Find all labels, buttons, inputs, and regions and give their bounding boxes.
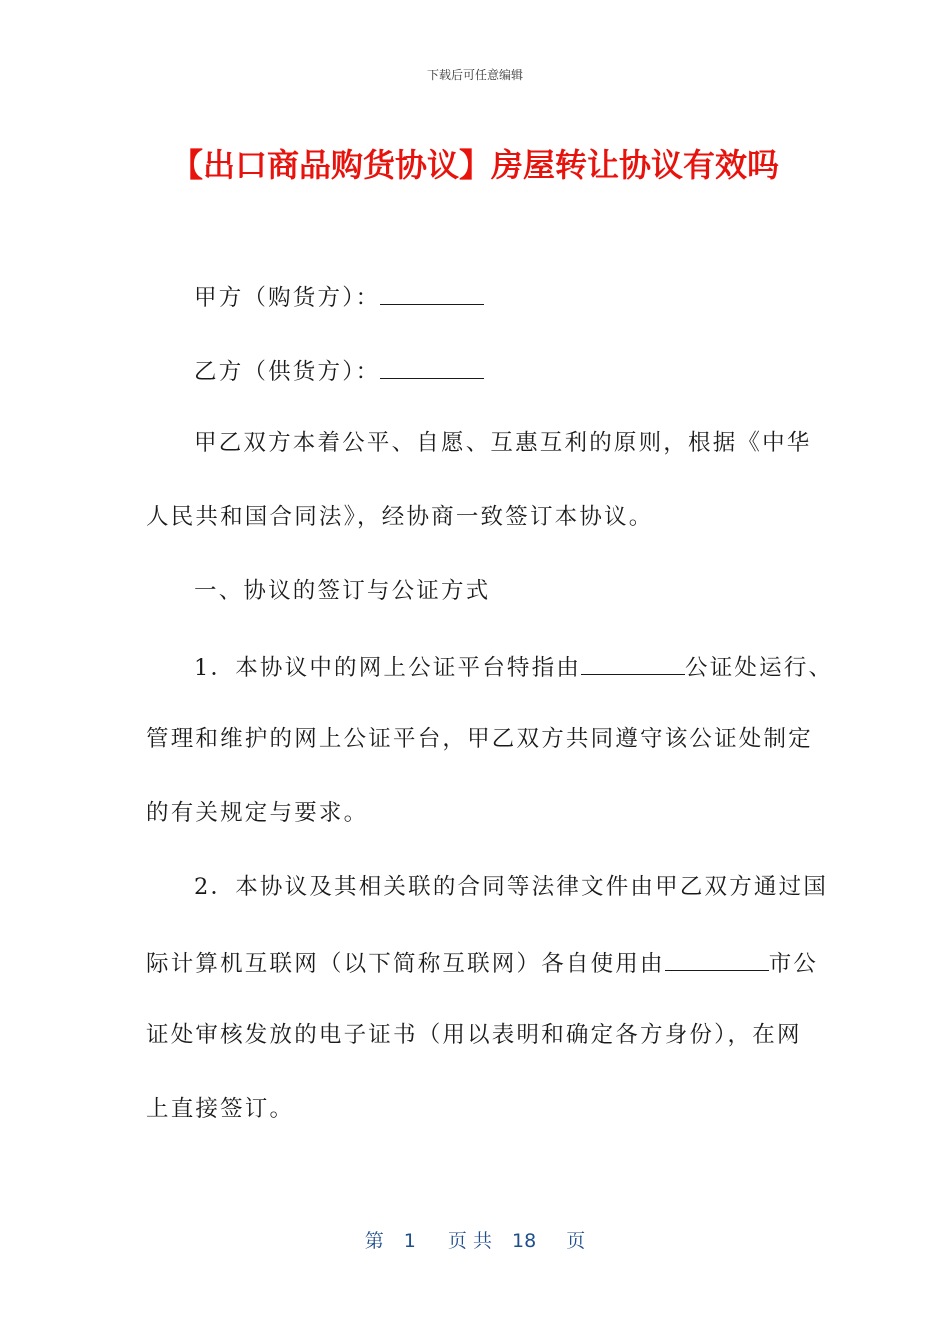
party-a-line: [146, 270, 808, 344]
item2-line-2: [146, 936, 819, 1010]
footer-total-pages: 18: [512, 1230, 537, 1252]
item2-line-1: 2．本协议及其相关联的合同等法律文件由甲乙双方通过国: [194, 874, 829, 900]
item1-line-3: 的有关规定与要求。: [146, 800, 369, 826]
item1-line-2: 管理和维护的网上公证平台，甲乙双方共同遵守该公证处制定: [146, 726, 813, 752]
footer-suffix: 页: [566, 1230, 586, 1252]
item2-line-4: 上直接签订。: [146, 1096, 295, 1122]
document-body: [146, 270, 834, 1158]
item1-text-a: 1．本协议中的网上公证平台特指由: [194, 655, 582, 681]
party-b-line: [146, 344, 808, 418]
page-footer: [0, 1226, 950, 1253]
header-note: 下载后可任意编辑: [426, 68, 523, 82]
item2-blank: [665, 936, 769, 971]
item2-text-a: 际计算机互联网（以下简称互联网）各自使用由: [146, 951, 665, 977]
party-a-blank: [380, 270, 484, 305]
item1-text-b: 公证处运行、: [685, 655, 834, 681]
intro-line-2: 人民共和国合同法》，经协商一致签订本协议。: [146, 504, 654, 530]
item1-blank: [581, 640, 685, 675]
section1-heading: 一、协议的签订与公证方式: [194, 578, 491, 604]
party-b-blank: [380, 344, 484, 379]
footer-mid: 页 共: [447, 1230, 492, 1252]
party-a-label: 甲方（购货方）：: [194, 285, 381, 311]
item1-line-1: [146, 640, 834, 714]
item2-line-3: 证处审核发放的电子证书（用以表明和确定各方身份），在网: [146, 1022, 802, 1048]
footer-page-number: 1: [403, 1230, 416, 1252]
footer-prefix: 第: [364, 1230, 384, 1252]
party-b-label: 乙方（供货方）：: [194, 359, 381, 385]
document-title: 【出口商品购货协议】房屋转让协议有效吗: [170, 146, 779, 184]
item2-text-b: 市公: [768, 951, 819, 977]
intro-line-1: 甲乙双方本着公平、自愿、互惠互利的原则，根据《中华: [194, 430, 812, 456]
